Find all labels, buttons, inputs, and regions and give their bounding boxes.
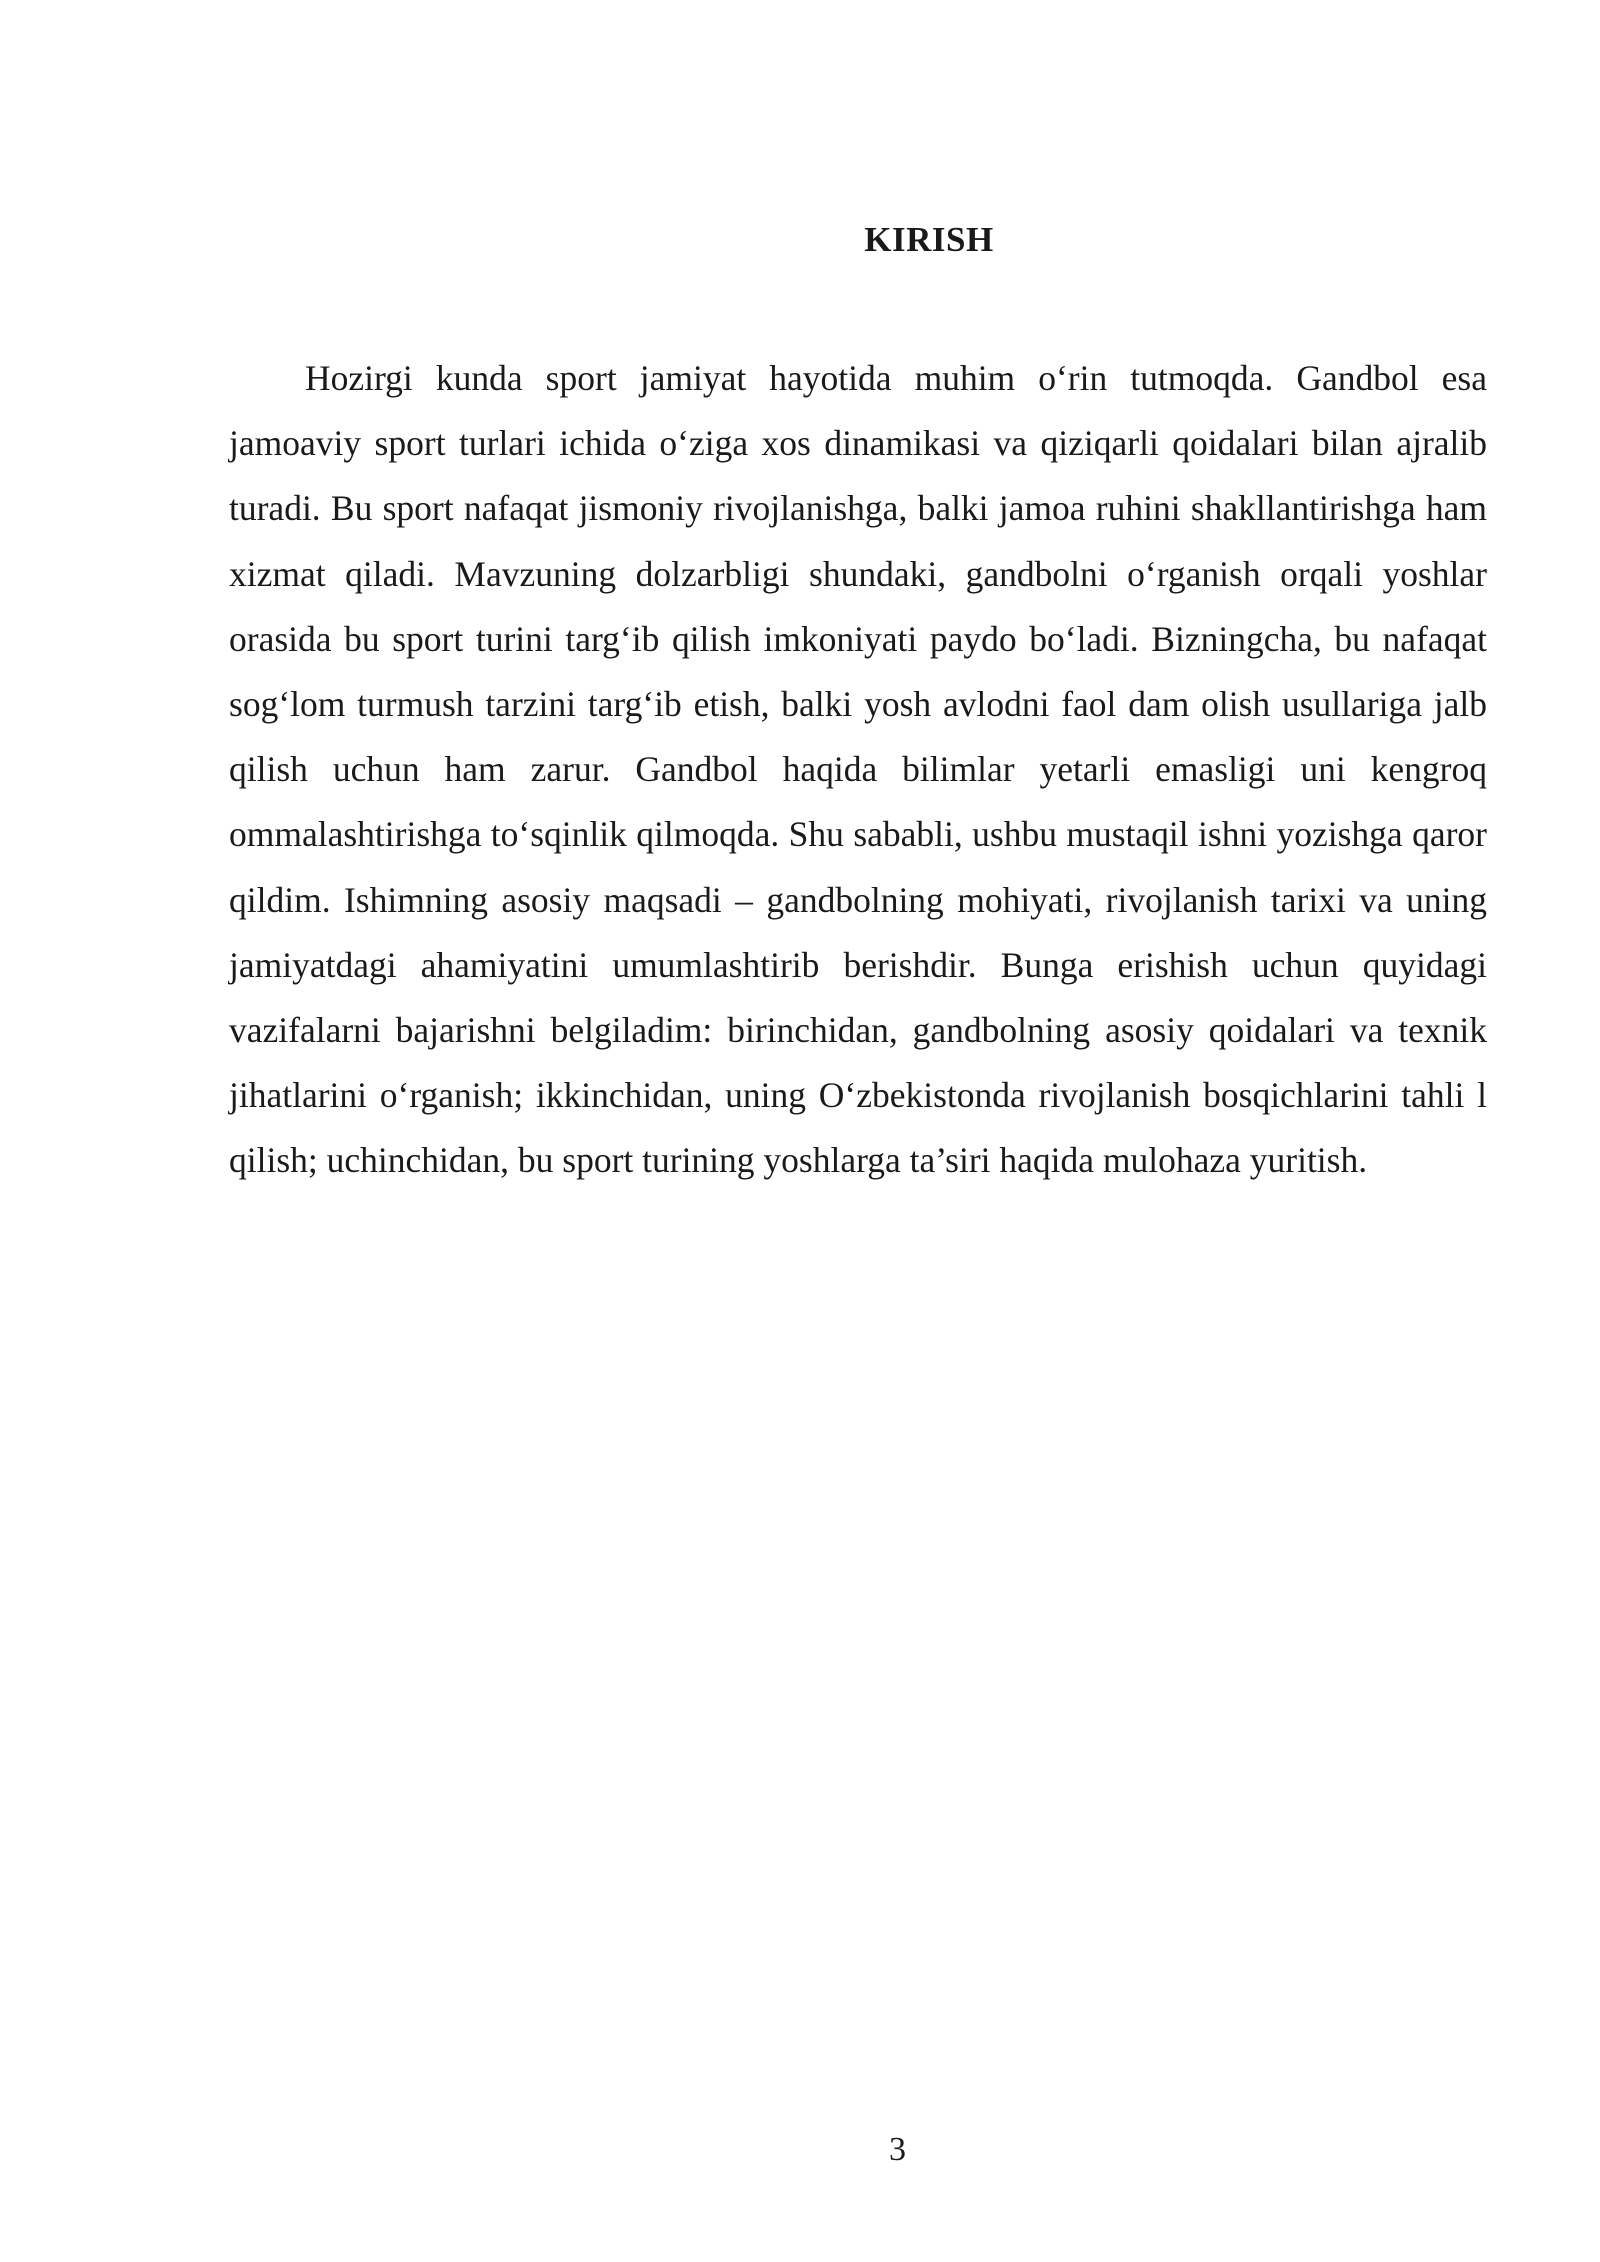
page-number: 3 <box>889 2131 906 2168</box>
section-heading: KIRISH <box>864 220 994 259</box>
body-paragraph: Hozirgi kunda sport jamiyat hayotida muhim o‘rin tutmoqda. Gandbol esa jamoaviy sport turlari ichida o‘ziga xos dinamikasi va qiziqarli qoidalari bilan ajralib turadi. Bu sport nafaqat jismoniy rivojlanishga, balki jamoa ruhini shakllantirishga ham xizmat qiladi. Mavzuning dolzarbligi shundaki, gandbolni o‘rganish orqali yoshlar orasida bu sport turini targ‘ib qilish imkoniyati paydo bo‘ladi. Bizningcha, bu nafaqat sog‘lom turmush tarzini targ‘ib etish, balki yosh avlodni faol dam olish usullariga jalb qilish uchun ham zarur. Gandbol haqida bilimlar yetarli emasligi uni kengroq ommalashtirishga to‘sqinlik qilmoqda. Shu sababli, ushbu mustaqil ishni yozishga qaror qildim. Ishimning asosiy maqsadi – gandbolning mohiyati, rivojlanish tarixi va uning jamiyatdagi ahamiyatini umumlashtirib berishdir. Bunga erishish uchun quyidagi vazifalarni bajarishni belgiladim: birinchidan, gandbolning asosiy qoidalari va texnik jihatlarini o‘rganish; ikkinchidan, uning O‘zbekistonda rivojlanish bosqichlarini tahli l qilish; uchinchidan, bu sport turining yoshlarga ta’siri haqida mulohaza yuritish. <box>229 358 1487 1181</box>
